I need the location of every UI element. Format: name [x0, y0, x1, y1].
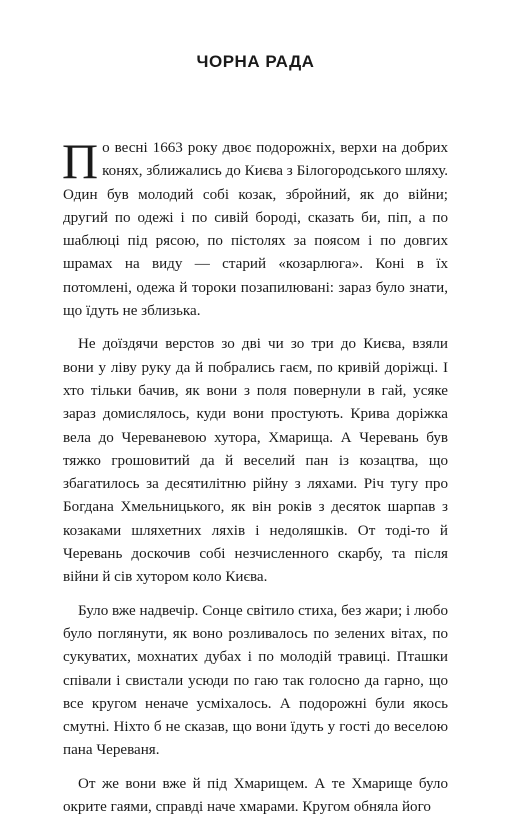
- chapter-body: [62, 133, 448, 829]
- book-page: [62, 0, 448, 816]
- paragraph-1-text: о весні 1663 року двоє подорожніх, верхи на добрих конях, зближались до Києва з Білогородського шляху. Один був молодий собі козак, збройний, як до війни; другий по одежі і по сивій бороді, сказать би, піп, а по шаблюці під рясою, по пістолях за поясом і по довгих шрамах на виду — старий «козарлюга». Коні в їх потомлені, одежа й тороки позапилювані: зараз було знати, що їдуть не зблизька.: [63, 140, 448, 320]
- chapter-title: ЧОРНА РАДА: [196, 52, 315, 71]
- paragraph-1: [62, 133, 448, 323]
- drop-cap-letter: П: [62, 133, 99, 189]
- paragraph-2: Не доїздячи верстов зо дві чи зо три до Києва, взяли вони у ліву руку да й побрались гаєм, по кривій доріжці. І хто тільки бачив, як вони з поля повернули в гай, усяке зараз домислялось, куди вони простують. Крива доріжка вела до Череваневою хутора, Хмарища. А Черевань був тяжко грошовитий да й веселий пан із козацтва, що збагатилось за десятилітню рійну з ляхами. Річ тугу про Богдана Хмельницького, як він років з десяток шарпав з козаками шляхетних ляхів і недоляшків. От тоді-то й Черевань доскочив собі незчисленного скарбу, та після війни й сів хутором коло Києва.: [63, 336, 448, 586]
- paragraph-4: От же вони вже й під Хмарищем. А те Хмарище було окрите гаями, справді наче хмарами. Кругом обняла його: [63, 775, 448, 816]
- paragraph-3: Було вже надвечір. Сонце світило стиха, без жари; і любо було поглянути, як воно розливалось по зелених вітах, по сукуватих, мохнатих дубах і по молодій травиці. Пташки співали і свистали усюди по гаю так голосно да гарно, що все кругом неначе усміхалось. А подорожні були якось смутні. Ніхто б не сказав, що вони їдуть у гості до веселою пана Череваня.: [63, 602, 448, 759]
